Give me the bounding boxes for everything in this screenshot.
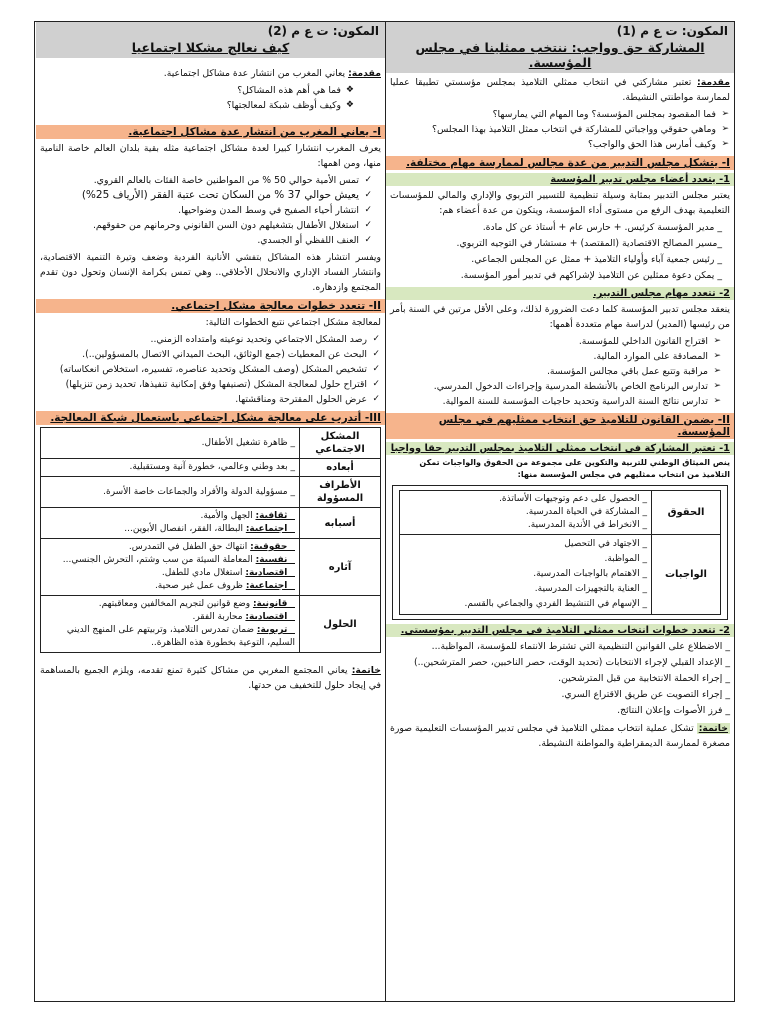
duties-label: الواجبات bbox=[652, 535, 721, 615]
arrow-bullet-icon: ➢ bbox=[713, 351, 721, 361]
check-bullet-icon: ✓ bbox=[372, 334, 380, 344]
document-page bbox=[34, 21, 735, 1002]
section-heading: I- يتشكل مجلس التدبير من عدة مجالس لممارسة مهام مختلفة. bbox=[386, 156, 734, 170]
section-heading: I- يعاني المغرب من انتشار عدة مشاكل اجتماعية. bbox=[36, 125, 385, 139]
subsection-heading: 2- تتعدد مهام مجلس التدبير. bbox=[386, 287, 734, 300]
list-item: ❖ فما هي أهم هذه المشاكل؟ bbox=[237, 85, 354, 96]
list-item: ✓ اقتراح حلول لمعالجة المشكل (تصنيفها وفق إمكانية تنفيذها، تحديد زمن تنزيلها) bbox=[65, 379, 380, 390]
lesson-2-header bbox=[36, 22, 385, 58]
diamond-bullet-icon: ❖ bbox=[345, 100, 354, 110]
subsection-heading: 2- تتعدد خطوات انتخاب ممثلي التلاميذ في مجلس التدبير بمؤسستي. bbox=[386, 624, 734, 637]
paragraph: يعتبر مجلس التدبير بمثابة وسيلة تنظيمية للتسيير التربوي والإداري والمالي للمؤسسات التعليمية بهدف الرفع من مستوى أداء المؤسسة، ويتكون من عدة أعضاء هم: bbox=[390, 190, 730, 216]
arrow-bullet-icon: ➢ bbox=[721, 139, 729, 149]
list-item: ➢ فما المقصود بمجلس المؤسسة؟ وما المهام التي يمارسها؟ bbox=[492, 109, 729, 120]
list-item: ✓ تشخيص المشكل (وصف المشكل وتحديد عناصره، تفسيره، استخلاص انعكاساته) bbox=[59, 364, 380, 375]
problems-list bbox=[40, 173, 381, 248]
arrow-bullet-icon: ➢ bbox=[713, 381, 721, 391]
subsection-heading: 1- يتعدد أعضاء مجلس تدبير المؤسسة bbox=[386, 173, 734, 186]
arrow-bullet-icon: ➢ bbox=[721, 109, 729, 119]
conclusion bbox=[390, 721, 730, 751]
members-list: _ مدير المؤسسة كرئيس. + حارس عام + أستاذ عن كل مادة. _مسير المصالح الاقتصادية (المقتصد) + مستشار في التوجيه التربوي. _ رئيس جمعية آباء وأولياء التلاميذ + ممثل عن المجلس الجماعي. _ يمكن دعوة ممثلين عن التلاميذ لإشراكهم في تدبير أمور المؤسسة. bbox=[456, 222, 722, 281]
table-row: الأطراف المسؤولة _ مسؤولية الدولة والأفراد والجماعات خاصة الأسرة. bbox=[41, 477, 381, 508]
paragraph: ويفسر انتشار هذه المشاكل بتفشي الأنانية الفردية وضعف وتيرة التنمية الاقتصادية، وانتشار الفساد الإداري والانحلال الأخلاقي.. وهي تمس بكرامة الإنسان وتحول دون تقدم المجتمع وازدهاره. bbox=[40, 252, 381, 293]
lesson-1-intro bbox=[390, 75, 730, 105]
list-item: ➢ المصادقة على الموارد المالية. bbox=[593, 351, 721, 362]
check-bullet-icon: ✓ bbox=[364, 235, 372, 245]
list-item: ➢ مراقبة وتتبع عمل باقي مجالس المؤسسة. bbox=[546, 366, 721, 377]
conclusion bbox=[40, 663, 381, 693]
conclusion-label: خاتمة: bbox=[351, 665, 381, 676]
check-bullet-icon: ✓ bbox=[372, 349, 380, 359]
conclusion-text: تشكل عملية انتخاب ممثلي التلاميذ في مجلس تدبير المؤسسات التعليمية صورة مصغرة لممارسة الديمقراطية والمواطنة النشيطة. bbox=[390, 723, 730, 749]
paragraph: ينعقد مجلس تدبير المؤسسة كلما دعت الضرورة لذلك، وعلى الأقل مرتين في السنة بأمر من رئيسها (المدير) لدراسة مهام متعددة أهمها: bbox=[390, 304, 730, 330]
check-bullet-icon: ✓ bbox=[364, 190, 372, 200]
check-bullet-icon: ✓ bbox=[372, 379, 380, 389]
table-row bbox=[400, 535, 721, 615]
rights-cell: _ الحصول على دعم وتوجيهات الأساتذة. _ المشاركة في الحياة المدرسية. _ الانخراط في الأندية المدرسية. bbox=[400, 491, 652, 535]
rights-duties-table bbox=[392, 485, 728, 620]
intro-text: تعتبر مشاركتي في انتخاب ممثلي التلاميذ بمجلس مؤسستي تطبيقا عمليا لممارسة مواطنتي النشيطة. bbox=[390, 77, 730, 103]
section-heading: II- تتعدد خطوات معالجة مشكل اجتماعي. bbox=[36, 299, 385, 313]
table-row: أسبابه _ ثقافية: الجهل والأمية. _ اجتماعية: البطالة، الفقر، انفصال الأبوين... bbox=[41, 508, 381, 539]
lesson-1-title: المشاركة حق وواجب: ننتخب ممثلينا في مجلس المؤسسة. bbox=[415, 40, 705, 70]
list-item: ✓ يعيش حوالي 37 % من السكان تحت عتبة الفقر (الأرياف 25%) bbox=[81, 189, 372, 201]
intro-label: مقدمة: bbox=[348, 68, 381, 79]
duties-cell: _ الاجتهاد في التحصيل _ المواظبة. _ الاهتمام بالواجبات المدرسية. _ العناية بالتجهيزات المدرسية. _ الإسهام في التنشيط الفردي والجماعي بالقسم. bbox=[400, 535, 652, 615]
intro-text: يعاني المغرب من انتشار عدة مشاكل اجتماعية. bbox=[163, 68, 346, 79]
check-bullet-icon: ✓ bbox=[364, 175, 372, 185]
table-row: آثاره _ حقوقية: انتهاك حق الطفل في التمدرس. _ نفسية: المعاملة السيئة من سب وشتم، التحرش الجنسي... _ اقتصادية: استغلال مادي للطفل. _ اجتماعية: ظروف عمل غير صحية. bbox=[41, 539, 381, 596]
section-heading: III- أتدرب على معالجة مشكل اجتماعي باستعمال شبكة المعالجة. bbox=[36, 411, 385, 425]
arrow-bullet-icon: ➢ bbox=[713, 366, 721, 376]
check-bullet-icon: ✓ bbox=[372, 394, 380, 404]
lesson-column-2 bbox=[36, 22, 385, 1001]
list-item: ❖ وكيف أوظف شبكة لمعالجتها؟ bbox=[226, 100, 354, 111]
check-bullet-icon: ✓ bbox=[372, 364, 380, 374]
arrow-bullet-icon: ➢ bbox=[721, 124, 729, 134]
table-row: أبعاده _ بعد وطني وعالمي، خطورة آنية ومستقبلية. bbox=[41, 459, 381, 477]
list-item: ✓ رصد المشكل الاجتماعي وتحديد نوعيته وامتداده الزمني.. bbox=[150, 334, 380, 345]
treatment-grid bbox=[40, 427, 381, 653]
rights-label: الحقوق bbox=[652, 491, 721, 535]
list-item: ➢ تدارس نتائج السنة الدراسية وتحديد حاجيات المؤسسة للسنة الموالية. bbox=[442, 396, 721, 407]
list-item: ✓ البحث عن المعطيات (جمع الوثائق، البحث الميداني الاتصال بالمسؤولين..). bbox=[82, 349, 380, 360]
subsection-heading: 1- تعتبر المشاركة في انتخاب ممثلي التلاميذ بمجلس التدبير حقا وواجبا bbox=[386, 442, 734, 455]
table-row bbox=[400, 491, 721, 535]
lesson-2-code: المكون: ت ع م (2) bbox=[267, 24, 379, 38]
intro-questions bbox=[40, 83, 381, 113]
lesson-1-code: المكون: ت ع م (1) bbox=[616, 24, 728, 38]
intro-label: مقدمة: bbox=[697, 77, 730, 88]
table-row: المشكل الاجتماعي _ ظاهرة تشغيل الأطفال. bbox=[41, 428, 381, 459]
check-bullet-icon: ✓ bbox=[364, 205, 372, 215]
list-item: ✓ استغلال الأطفال بتشغيلهم دون السن القانوني وحرمانهم من حقوقهم. bbox=[92, 220, 372, 231]
lesson-1-header bbox=[386, 22, 734, 73]
conclusion-text: يعاني المجتمع المغربي من مشاكل كثيرة تمنع تقدمه، ويلزم الجميع بالمساهمة في إيجاد حلول للتخفيف من حدتها. bbox=[40, 665, 381, 691]
intro-questions bbox=[390, 107, 730, 152]
steps-list: _ الاضطلاع على القوانين التنظيمية التي تشترط الانتماء للمؤسسة، المواظبة... _ الإعداد القبلي لإجراء الانتخابات (تحديد الوقت، حصر الناخبين، حصر المترشحين..) _ إجراء الحملة الانتخابية من قبل المترشحين. _ إجراء التصويت عن طريق الاقتراع السري. _ فرز الأصوات وإعلان النتائج. bbox=[413, 641, 730, 716]
paragraph: لمعالجة مشكل اجتماعي نتبع الخطوات التالية: bbox=[205, 317, 381, 328]
lesson-2-intro bbox=[40, 66, 381, 81]
arrow-bullet-icon: ➢ bbox=[713, 336, 721, 346]
tasks-list bbox=[390, 334, 730, 409]
list-item: ✓ انتشار أحياء الصفيح في وسط المدن وضواحيها. bbox=[178, 205, 372, 216]
arrow-bullet-icon: ➢ bbox=[713, 396, 721, 406]
check-bullet-icon: ✓ bbox=[364, 220, 372, 230]
table-row: الحلول _ قانونية: وضع قوانين لتجريم المخالفين ومعاقبتهم. _ اقتصادية: محاربة الفقر. _ تربوية: ضمان تمدرس التلاميذ، وتربيتهم على المنهج الديني السليم، التوعية بخطورة هذه الظاهرة.. bbox=[41, 596, 381, 653]
list-item: ✓ العنف اللفظي أو الجسدي. bbox=[257, 235, 372, 246]
lesson-2-title: كيف نعالج مشكلا اجتماعيا bbox=[131, 40, 290, 55]
conclusion-label: خاتمة: bbox=[698, 723, 728, 734]
section-heading: II- يضمن القانون للتلاميذ حق انتخاب ممثليهم في مجلس المؤسسة. bbox=[386, 413, 734, 439]
list-item: ➢ وكيف أمارس هذا الحق والواجب؟ bbox=[587, 139, 729, 150]
paragraph: يعرف المغرب انتشارا كبيرا لعدة مشاكل اجتماعية مثله بقية بلدان العالم خاصة النامية منها، ومن اهمها: bbox=[40, 143, 381, 169]
steps-list bbox=[40, 332, 381, 407]
list-item: ➢ تدارس البرنامج الخاص بالأنشطة المدرسية وإجراءات الدخول المدرسي. bbox=[433, 381, 721, 392]
list-item: ✓ تمس الأمية حوالي 50 % من المواطنين خاصة الفئات بالعالم القروي. bbox=[93, 175, 372, 186]
diamond-bullet-icon: ❖ bbox=[345, 85, 354, 95]
list-item: ➢ وماهي حقوقي وواجباتي للمشاركة في انتخاب ممثل التلاميذ بهذا المجلس؟ bbox=[432, 124, 729, 135]
list-item: ➢ اقتراح القانون الداخلي للمؤسسة. bbox=[578, 336, 721, 347]
lesson-column-1 bbox=[385, 22, 734, 1001]
paragraph: ينص الميثاق الوطني للتربية والتكوين على مجموعة من الحقوق والواجبات تمكن التلاميذ من انتخاب ممثليهم في مجلس المؤسسة منها: bbox=[419, 458, 730, 479]
list-item: ✓ عرض الحلول المقترحة ومناقشتها. bbox=[235, 394, 380, 405]
